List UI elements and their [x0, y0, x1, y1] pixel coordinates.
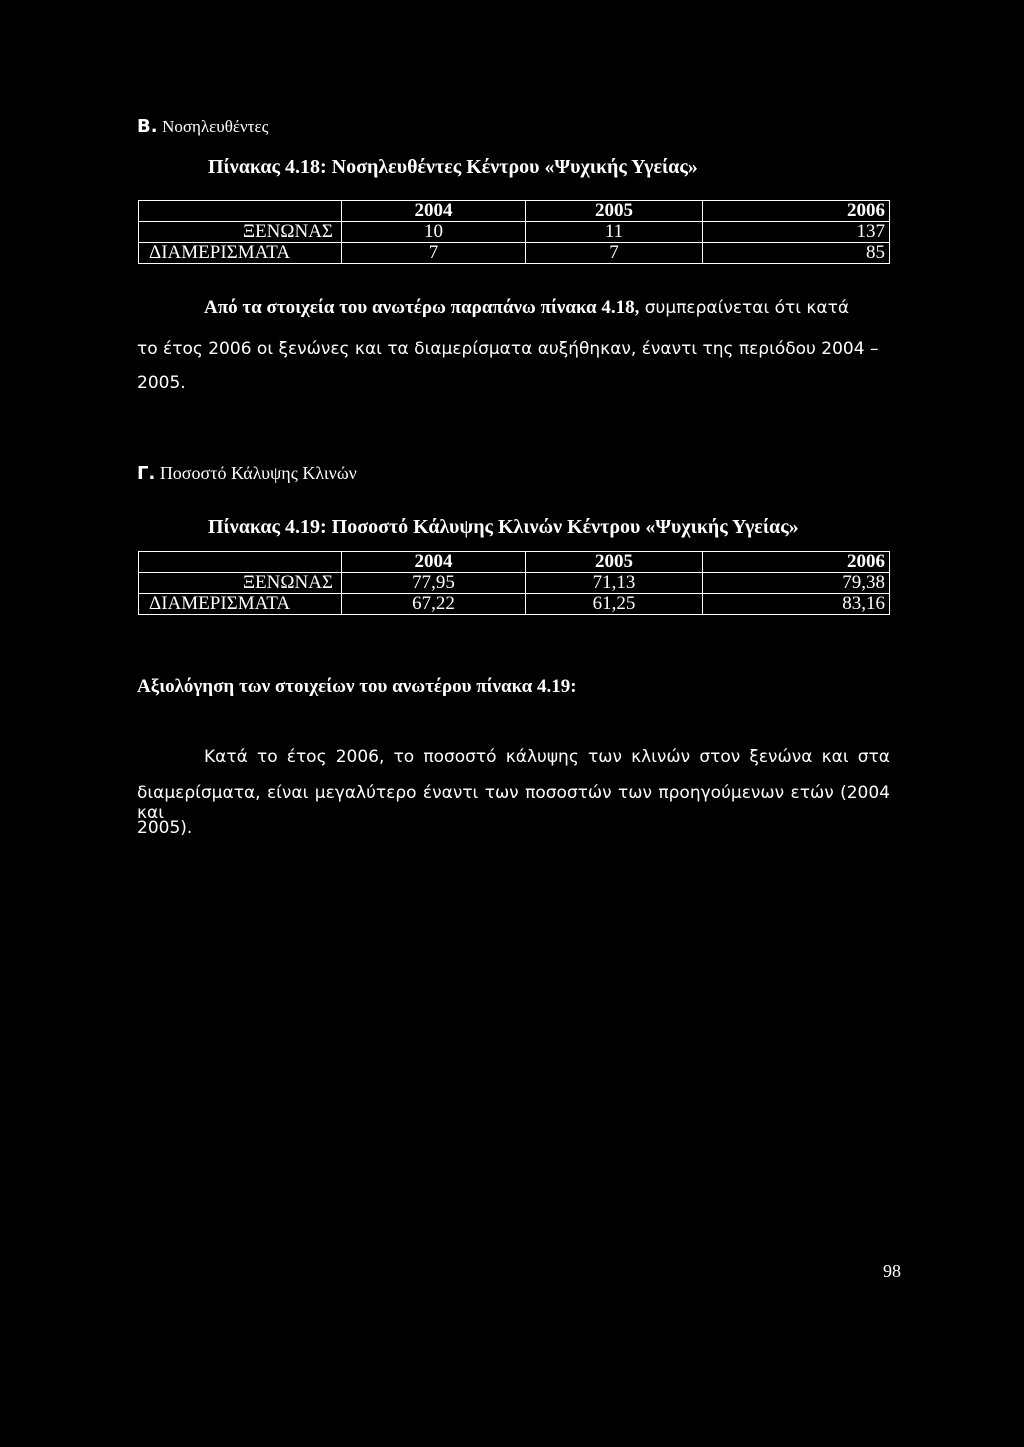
table-418-header-2006: 2006: [703, 201, 890, 222]
section-b-title: Νοσηλευθέντες: [162, 117, 269, 136]
table-418-row-label: ΞΕΝΩΝΑΣ: [139, 222, 342, 243]
table-418-caption: Πίνακας 4.18: Νοσηλευθέντες Κέντρου «Ψυχικής Υγείας»: [208, 156, 698, 178]
table-419-row-label: ΞΕΝΩΝΑΣ: [139, 573, 342, 594]
table-419-cell: 77,95: [342, 573, 526, 594]
table-418-cell: 10: [342, 222, 526, 243]
table-418-header-2005: 2005: [526, 201, 703, 222]
section-g-heading: [137, 463, 357, 484]
table-row: [139, 243, 890, 264]
table-419-corner: [139, 552, 342, 573]
table-row: [139, 594, 890, 615]
page-number: 98: [883, 1261, 901, 1281]
table-419-cell: 61,25: [526, 594, 703, 615]
table-418: [138, 200, 890, 264]
evaluation-line1: Κατά το έτος 2006, το ποσοστό κάλυψης των κλινών στον ξενώνα και στα: [204, 747, 890, 767]
table-419-caption: Πίνακας 4.19: Ποσοστό Κάλυψης Κλινών Κέντρου «Ψυχικής Υγείας»: [208, 516, 799, 538]
table-418-header-row: [139, 201, 890, 222]
table-418-header-2004: 2004: [342, 201, 526, 222]
table-419-cell: 83,16: [703, 594, 890, 615]
table-419-header-2004: 2004: [342, 552, 526, 573]
table-row: [139, 573, 890, 594]
table-419-cell: 79,38: [703, 573, 890, 594]
table-419-header-2006: 2006: [703, 552, 890, 573]
section-g-letter: Γ.: [137, 463, 156, 484]
table-419: [138, 551, 890, 615]
para-418-line1-rest: συμπεραίνεται ότι κατά: [639, 298, 850, 318]
para-418-bold-lead: Από τα στοιχεία του ανωτέρω παραπάνω πίνακα 4.18,: [204, 297, 640, 318]
table-418-cell: 137: [703, 222, 890, 243]
table-419-header-2005: 2005: [526, 552, 703, 573]
table-419-header-row: [139, 552, 890, 573]
para-418-line2: το έτος 2006 οι ξενώνες και τα διαμερίσματα αυξήθηκαν, έναντι της περιόδου 2004 –: [137, 339, 879, 359]
section-g-title: Ποσοστό Κάλυψης Κλινών: [159, 463, 357, 483]
evaluation-line3: 2005).: [137, 818, 193, 838]
table-419-row-label: ΔΙΑΜΕΡΙΣΜΑΤΑ: [139, 594, 342, 615]
para-418-line1: [204, 297, 849, 319]
evaluation-heading: Αξιολόγηση των στοιχείων του ανωτέρου πίνακα 4.19:: [137, 676, 577, 697]
table-418-cell: 7: [526, 243, 703, 264]
section-b-heading: [137, 116, 268, 137]
section-b-letter: B.: [137, 116, 158, 137]
table-418-cell: 11: [526, 222, 703, 243]
table-418-corner: [139, 201, 342, 222]
table-419-cell: 71,13: [526, 573, 703, 594]
evaluation-line2: διαμερίσματα, είναι μεγαλύτερο έναντι των ποσοστών των προηγούμενων ετών (2004 και: [137, 783, 890, 823]
table-419-cell: 67,22: [342, 594, 526, 615]
table-row: [139, 222, 890, 243]
table-418-row-label: ΔΙΑΜΕΡΙΣΜΑΤΑ: [139, 243, 342, 264]
para-418-line3: 2005.: [137, 373, 186, 393]
table-418-cell: 7: [342, 243, 526, 264]
table-418-cell: 85: [703, 243, 890, 264]
